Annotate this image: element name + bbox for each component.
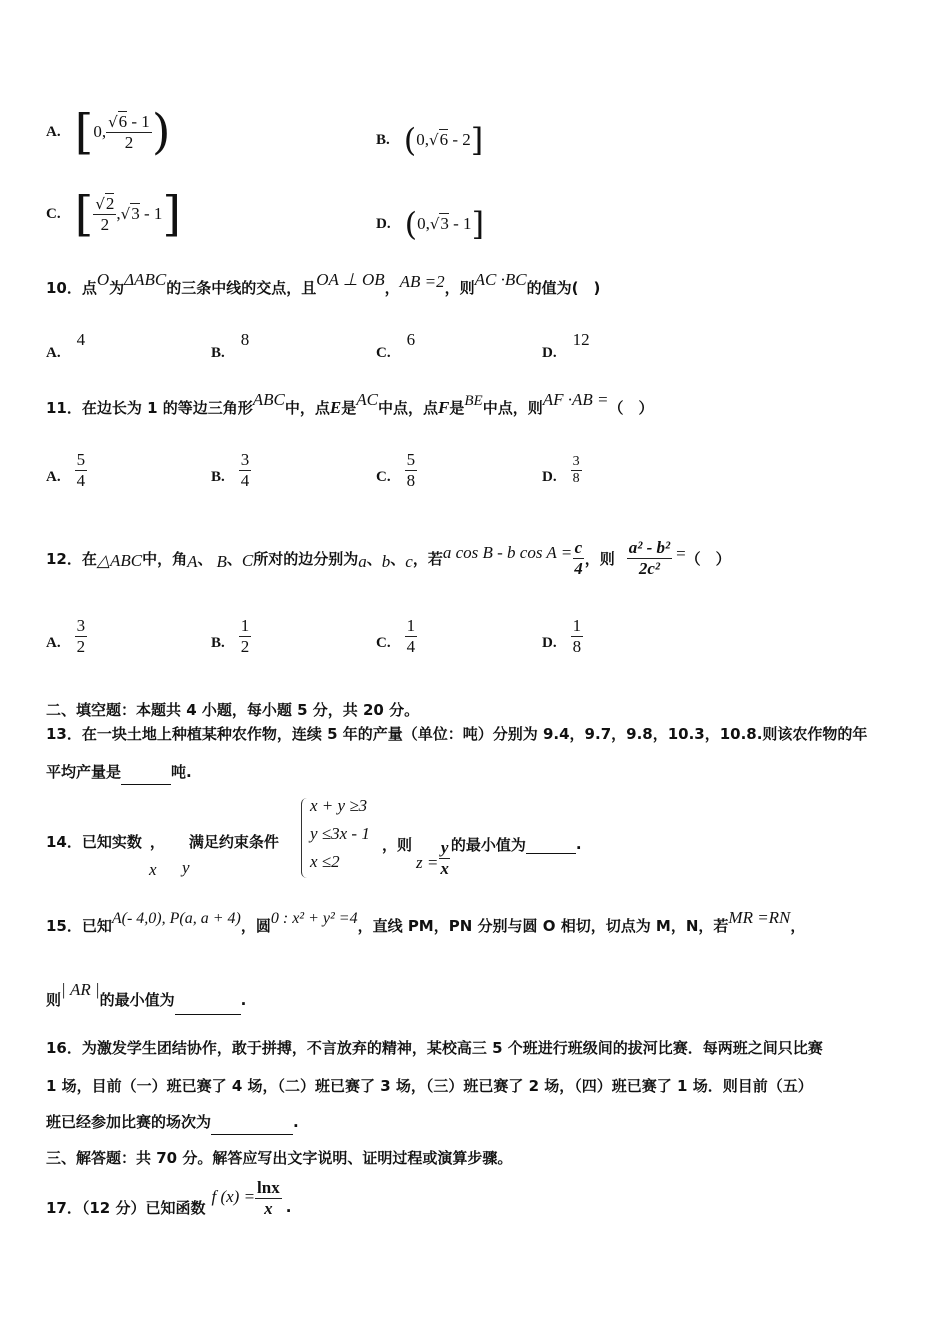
q10-option-d: D.12: [542, 330, 590, 361]
q11-option-a: A. $\frac{5}{4}$: [46, 450, 86, 490]
section-heading-solve: 三、解答题：共 70 分。解答应写出文字说明、证明过程或演算步骤。: [46, 1149, 513, 1167]
interval-start: 0,: [93, 122, 107, 141]
section-heading-fill-in: 二、填空题：本题共 4 小题，每小题 5 分，共 20 分。: [46, 701, 420, 719]
option-label: C.: [46, 205, 61, 222]
q15-line-2: 则| AR |的最小值为 .: [46, 986, 246, 1015]
fraction: $\frac{c}{4}$: [574, 537, 583, 578]
q10-options: [46, 330, 646, 360]
q11-option-d: D. $\frac{3}{8}$: [542, 454, 580, 487]
q12-option-d: D. $\frac{1}{8}$: [542, 616, 582, 656]
q14-stem-end: ，则 z = $\frac{y}{x}$ 的最小值为 .: [382, 835, 582, 878]
fraction: $\frac{y}{x}$: [440, 837, 449, 878]
right-bracket: ): [151, 104, 171, 160]
q15-line-1: 15．已知A(- 4,0), P(a, a + 4)，圆0 : x² + y² =4，直线 PM，PN 分别与圆 O 相切，切点为 M，N，若MR =RN，: [46, 908, 806, 935]
left-bracket: (: [403, 121, 417, 159]
q16-line-3: 班已经参加比赛的场次为 .: [46, 1110, 299, 1135]
q11-option-b: B. $\frac{3}{4}$: [211, 450, 250, 490]
left-bracket: (: [404, 205, 418, 243]
q11-option-c: C. $\frac{5}{8}$: [376, 450, 416, 490]
q10-option-b: B.8: [211, 330, 250, 361]
constraint-1: x + y ≥3: [310, 796, 368, 815]
q12-option-b: B. $\frac{1}{2}$: [211, 616, 250, 656]
q16-line-1: 16．为激发学生团结协作，敢于拼搏，不言放弃的精神，某校高三 5 个班进行班级间的拔河比赛．每两班之间只比赛: [46, 1039, 823, 1057]
q9-option-c: C. [ $\frac{√2}{2}$ , √3 - 1 ]: [46, 186, 182, 242]
interval-start: 0,: [417, 214, 430, 233]
fraction: $\frac{√2}{2}$: [95, 193, 115, 234]
var-y: y: [182, 858, 190, 877]
q12-option-a: A. $\frac{3}{2}$: [46, 616, 86, 656]
constraint-3: x ≤2: [310, 852, 340, 871]
left-bracket: [: [74, 104, 94, 160]
fraction: $\frac{\text{a² - b²}}{\text{2c²}}$: [628, 537, 671, 578]
q9-option-a: [46, 104, 171, 160]
q13-line-1: 13．在一块土地上种植某种农作物，连续 5 年的产量（单位：吨）分别为 9.4，9.7，9.8，10.3，10.8.则该农作物的年: [46, 725, 868, 743]
answer-blank[interactable]: [526, 835, 576, 854]
q16-line-2: 1 场，目前（一）班已赛了 4 场，（二）班已赛了 3 场，（三）班已赛了 2 场，（四）班已赛了 1 场．则目前（五）: [46, 1077, 813, 1095]
q13-line-2: 平均产量是 吨.: [46, 760, 192, 785]
var-x: x: [149, 860, 157, 879]
right-bracket: ]: [162, 186, 182, 242]
q12-stem: 12．在 △ABC 中，角 A 、 B 、 C 所对的边分别为 a 、 b 、 c ，若 a cos B - b cos A = $\frac{c}{4}$ ，则 $\frac{\text{a² - b²}}{\text{2c²}}$ = （ ）: [46, 537, 731, 578]
q10-stem: 10．点O为ΔABC的三条中线的交点，且OA ⊥ OB，AB =2，则AC ·BC的值为( ): [46, 270, 601, 297]
interval-start: 0,: [416, 130, 429, 149]
answer-blank[interactable]: [121, 760, 171, 785]
fraction: $\frac{\ln x}{x}$: [257, 1177, 280, 1218]
answer-blank[interactable]: [211, 1110, 293, 1135]
right-bracket: ]: [471, 205, 485, 243]
q10-option-c: C.6: [376, 330, 416, 361]
answer-blank[interactable]: [175, 986, 241, 1015]
q12-options: [46, 616, 646, 664]
option-label: B.: [376, 131, 390, 148]
q10-option-a: A.4: [46, 330, 86, 361]
q9-option-b: B. ( 0, √6 - 2 ]: [376, 121, 484, 159]
left-bracket: [: [74, 186, 94, 242]
right-bracket: ]: [470, 121, 484, 159]
q11-stem: 11．在边长为 1 的等边三角形ABC中，点E是AC中点，点F是BE中点，则AF ·AB =（ ）: [46, 390, 654, 417]
q14-stem-start: 14．已知实数 ， 满足约束条件: [46, 833, 279, 851]
q9-option-d: D. ( 0, √3 - 1 ]: [376, 205, 485, 243]
constraint-2: y ≤3x - 1: [310, 824, 370, 843]
fraction: $\frac{√6 - 1}{2}$: [108, 111, 150, 152]
system-brace: [301, 798, 310, 878]
q12-option-c: C. $\frac{1}{4}$: [376, 616, 416, 656]
q11-options: [46, 450, 646, 498]
q17-stem: 17．（12 分）已知函数 f (x) = $\frac{\ln x}{x}$ .: [46, 1177, 292, 1218]
option-label: A.: [46, 123, 61, 140]
option-label: D.: [376, 215, 391, 232]
